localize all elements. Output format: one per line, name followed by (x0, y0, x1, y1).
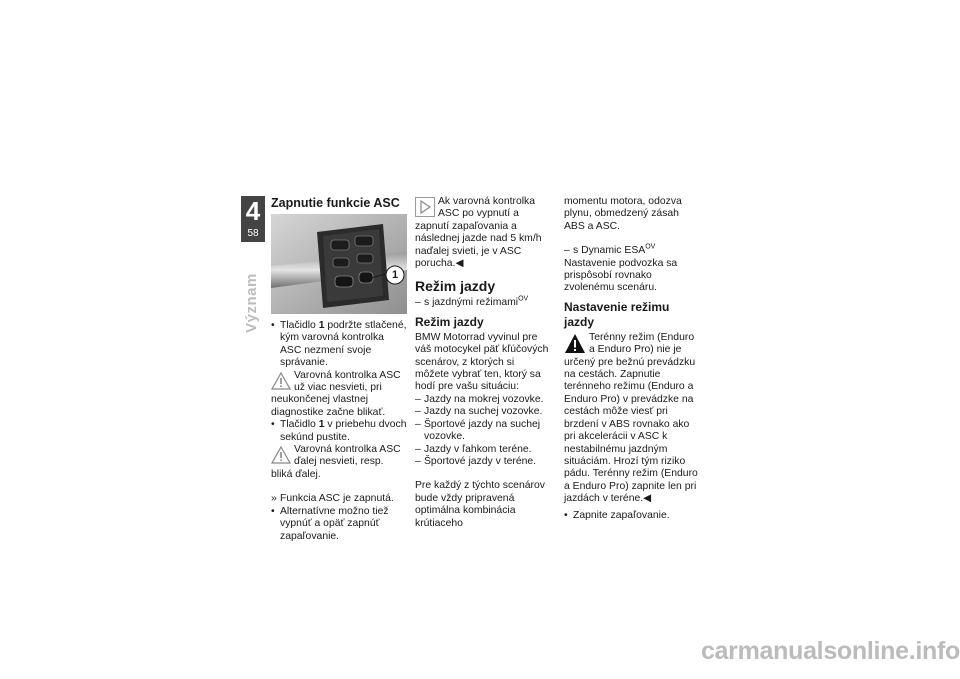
subsection-title-riding-mode: Režim jazdy (415, 314, 484, 329)
info-triangle-icon (271, 371, 291, 391)
mode-item: – Jazdy na suchej vozovke. (415, 406, 551, 418)
page-number: 58 (241, 226, 265, 242)
info-note-3: Ak varovná kontrolka ASC po vypnutí a zapnutí zapaľovania a následnej jazde nad 5 km/h naďalej svieti, je v ASC porucha.◀ (415, 196, 542, 270)
alternative-step: • Alternatívne možno tiež vypnúť a opäť zapnúť zapaľovanie. (271, 506, 407, 543)
end-mark-icon: ◀ (455, 258, 464, 270)
section-title-riding-mode: Režim jazdy (415, 278, 496, 295)
section-label: Význam (242, 273, 260, 333)
result-asc-on: » Funkcia ASC je zapnutá. (271, 493, 407, 505)
riding-mode-continued: momentu motora, odozva plynu, obmedzený zásah ABS a ASC. (564, 196, 682, 232)
section-title-asc: Zapnutie funkcie ASC (271, 196, 400, 210)
callout-label-1: 1 (391, 269, 399, 281)
step-ignition-on: • Zapnite zapaľovanie. (564, 510, 702, 522)
info-note-2: Varovná kontrolka ASC ďalej nesvieti, resp. bliká ďalej. (271, 444, 401, 480)
step-hold-button: • Tlačidlo 1 podržte stlačené, kým varovná kontrolka ASC nezmení svoje správanie. (271, 320, 407, 370)
mode-item: – Jazdy na mokrej vozovke. (415, 394, 551, 406)
info-triangle-icon (271, 445, 291, 465)
mode-item: – Športové jazdy na suchej vozovke. (415, 419, 551, 444)
watermark: carmanualsonline.info (700, 637, 960, 665)
section-title-set-riding-mode: Nastavenie režimu jazdy (564, 299, 670, 329)
mode-item: – Športové jazdy v teréne. (415, 456, 551, 468)
warning-note: Terénny režim (Enduro a Enduro Pro) nie je určený pre bežnú prevádzku na cestách. Zapnutie terénneho režimu (Enduro a Enduro Pro) v prevádzke na cestách môže viesť pri brzdení v ABS rovnako ako pri akcelerácii v ASC k nestabilnému jazdným situáciám. Hrozí tým riziko pádu. Terénny režim (Enduro a Enduro Pro) zapnite len pri jazdách v teréne.◀ (564, 331, 698, 505)
handlebar-illustration (271, 214, 407, 314)
info-note-1: Varovná kontrolka ASC už viac nesvieti, pri neukončenej vlastnej diagnostike začne blikať. (271, 369, 401, 418)
riding-mode-intro: BMW Motorrad vyvinul pre váš motocykel päť kľúčových scenárov, z ktorých si môžete vybrať ten, ktorý sa hodí pre vašu situáciu: (415, 331, 549, 393)
esa-description: Nastavenie podvozka sa prispôsobí rovnako zvolenému scenáru. (564, 257, 678, 294)
column-2 (415, 196, 551, 530)
play-arrow-icon (415, 197, 435, 217)
column-1 (271, 196, 407, 543)
riding-mode-outro: Pre každý z týchto scenárov bude vždy pripravená optimálna kombinácia krútiaceho (415, 480, 545, 529)
warning-icon (564, 333, 586, 355)
end-mark-icon: ◀ (643, 493, 652, 505)
step-release-button: • Tlačidlo 1 v priebehu dvoch sekúnd pustite. (271, 419, 407, 444)
option-riding-modes: – s jazdnými režimami$^{OV}$ (415, 297, 551, 309)
handlebar-switch-photo (271, 214, 407, 314)
option-dynamic-esa: – s Dynamic $ESA^{OV}$ (564, 245, 702, 257)
mode-item: – Jazdy v ľahkom teréne. (415, 444, 551, 456)
chapter-number: 4 (241, 196, 265, 226)
column-3 (564, 196, 702, 522)
